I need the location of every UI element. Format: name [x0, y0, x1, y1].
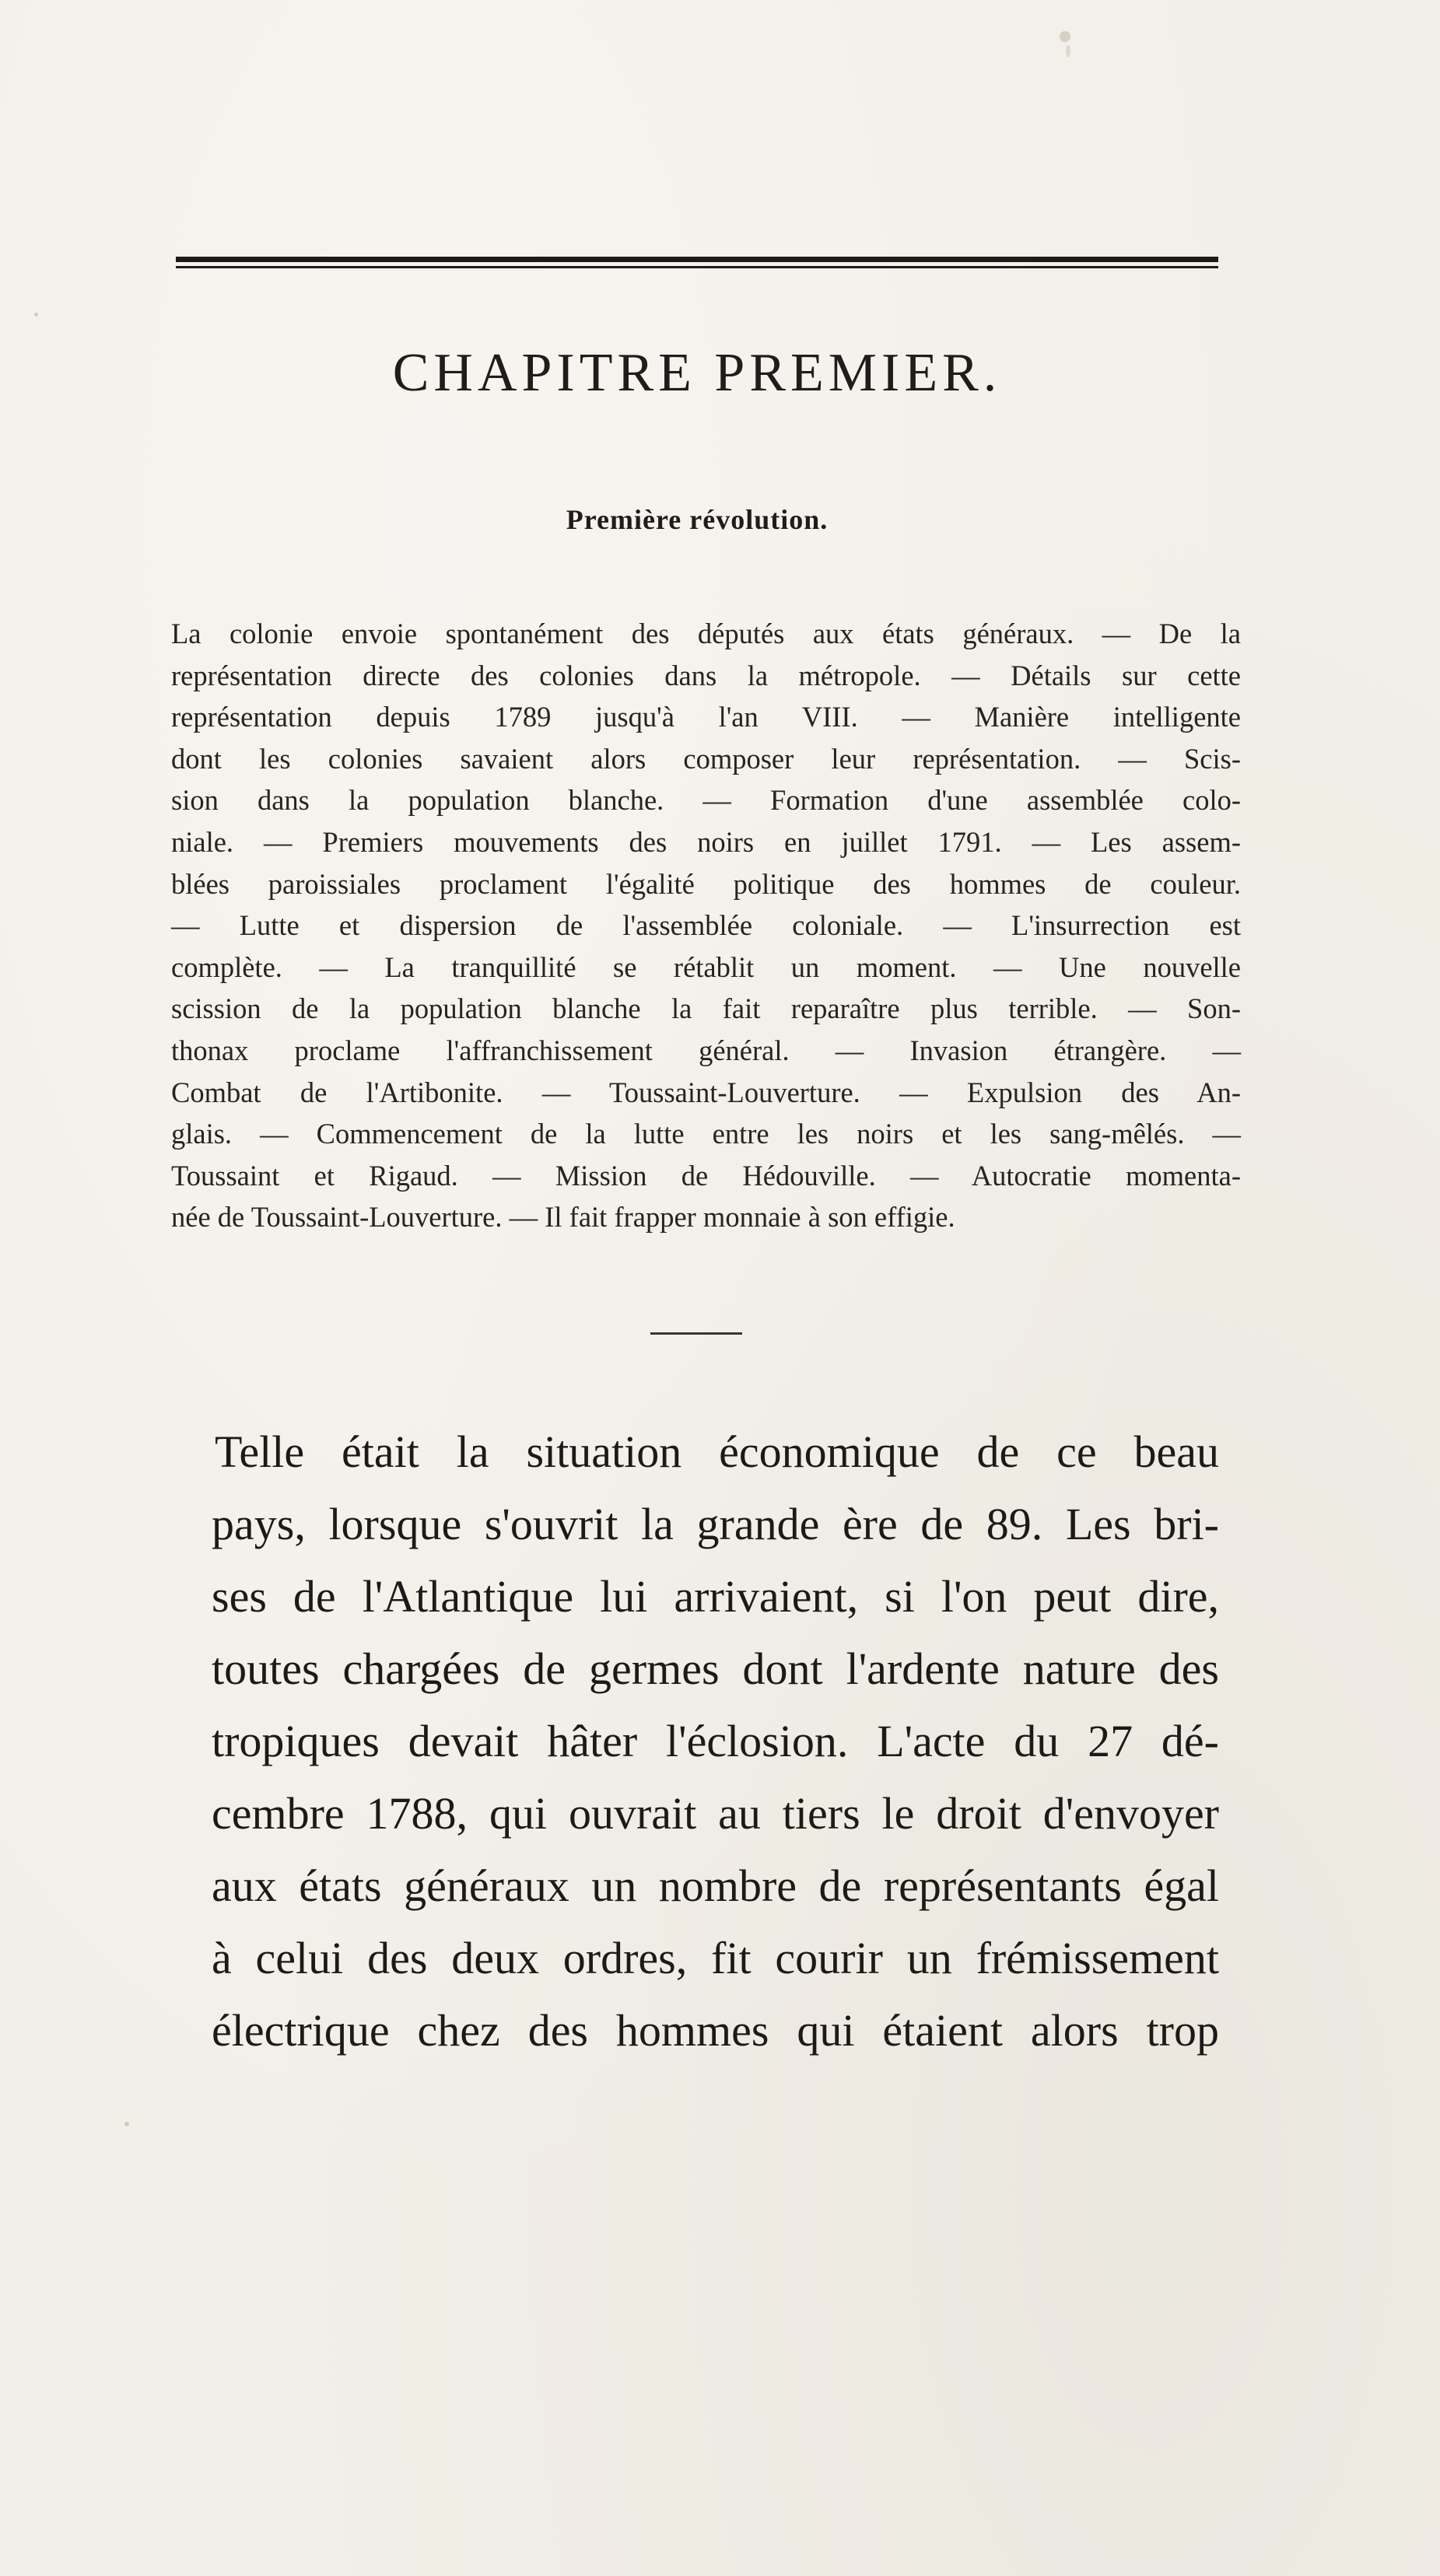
- summary-line: — Lutte et dispersion de l'assemblée coloniale. — L'insurrection est: [171, 909, 1241, 942]
- body-line: aux états généraux un nombre de représentants égal: [212, 1860, 1219, 1911]
- header-rule-thin: [176, 266, 1218, 268]
- summary-line: scission de la population blanche la fait reparaître plus terrible. — Son-: [171, 992, 1241, 1025]
- summary-line: Toussaint et Rigaud. — Mission de Hédouville. — Autocratie momenta-: [171, 1159, 1241, 1192]
- summary-line: thonax proclame l'affranchissement général. — Invasion étrangère. —: [171, 1034, 1241, 1066]
- summary-line: née de Toussaint-Louverture. — Il fait frapper monnaie à son effigie.: [171, 1201, 955, 1234]
- chapter-summary: [171, 613, 1241, 1238]
- paper-speck: [1066, 45, 1070, 58]
- summary-line: dont les colonies savaient alors composer leur représentation. — Scis-: [171, 742, 1241, 775]
- summary-line: niale. — Premiers mouvements des noirs en juillet 1791. — Les assem-: [171, 825, 1241, 858]
- body-line: toutes chargées de germes dont l'ardente nature des: [212, 1643, 1219, 1694]
- summary-line: La colonie envoie spontanément des députés aux états généraux. — De la: [171, 618, 1241, 649]
- body-line: à celui des deux ordres, fit courir un frémissement: [212, 1933, 1219, 1983]
- chapter-title: CHAPITRE PREMIER.: [392, 343, 1002, 403]
- paper-speck: [1060, 31, 1070, 42]
- chapter-subtitle: Première révolution.: [566, 504, 829, 535]
- body-line: électrique chez des hommes qui étaient alors trop: [212, 2005, 1219, 2056]
- section-divider: [650, 1332, 742, 1335]
- paper-speck: [124, 2122, 129, 2126]
- summary-line: sion dans la population blanche. — Formation d'une assemblée colo-: [171, 784, 1241, 817]
- paper-speck: [34, 313, 38, 317]
- summary-line: représentation directe des colonies dans la métropole. — Détails sur cette: [171, 659, 1241, 691]
- summary-line: glais. — Commencement de la lutte entre les noirs et les sang-mêlés. —: [171, 1118, 1241, 1150]
- summary-line: complète. — La tranquillité se rétablit un moment. — Une nouvelle: [171, 950, 1241, 983]
- summary-line: représentation depuis 1789 jusqu'à l'an VIII. — Manière intelligente: [171, 701, 1241, 733]
- body-line: ses de l'Atlantique lui arrivaient, si l'on peut dire,: [212, 1571, 1219, 1622]
- body-line: pays, lorsque s'ouvrit la grande ère de 89. Les bri-: [212, 1499, 1219, 1549]
- body-line: cembre 1788, qui ouvrait au tiers le droit d'envoyer: [212, 1788, 1219, 1839]
- body-line: Telle était la situation économique de ce beau: [215, 1426, 1219, 1477]
- body-line: tropiques devait hâter l'éclosion. L'acte du 27 dé-: [212, 1716, 1219, 1766]
- summary-line: Combat de l'Artibonite. — Toussaint-Louverture. — Expulsion des An-: [171, 1076, 1241, 1108]
- header-rule-thick: [176, 257, 1218, 262]
- body-paragraph: [212, 1416, 1219, 2067]
- summary-line: blées paroissiales proclament l'égalité politique des hommes de couleur.: [171, 867, 1241, 900]
